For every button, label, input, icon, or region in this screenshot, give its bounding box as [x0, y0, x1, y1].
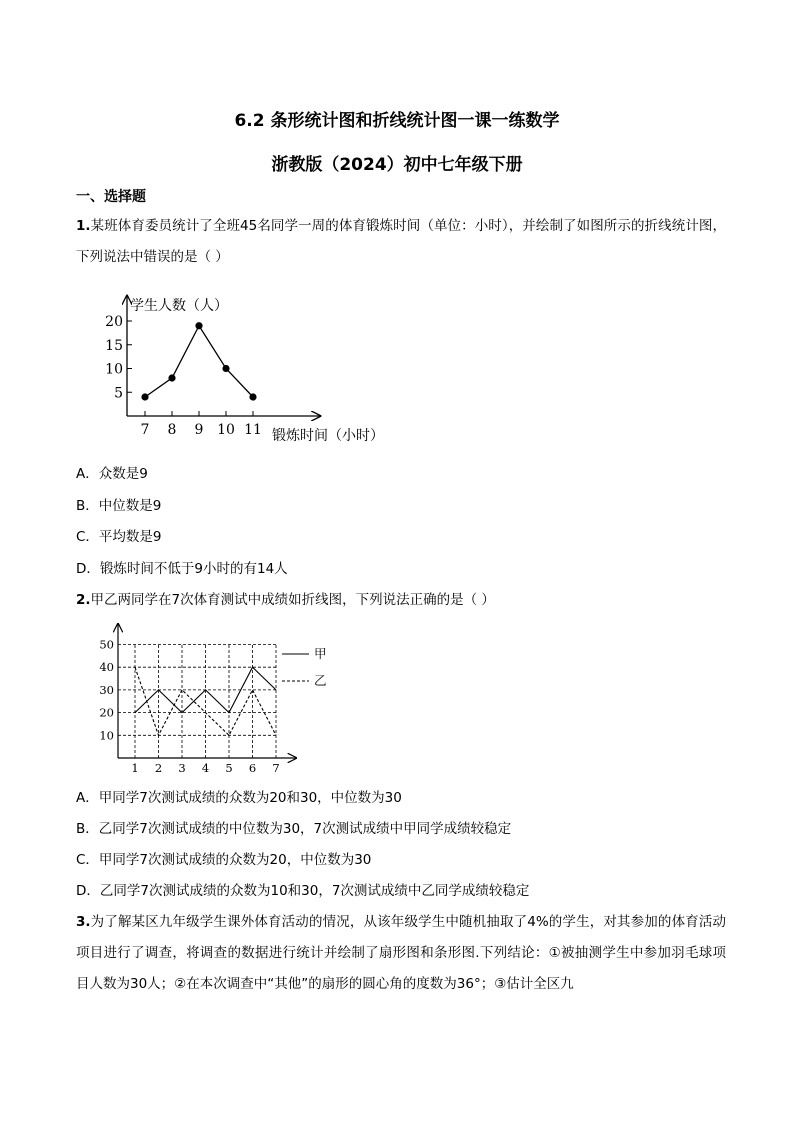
question-2	[76, 585, 726, 616]
page-title: 6.2 条形统计图和折线统计图一课一练数学	[234, 111, 560, 131]
section-heading: 一、选择题	[76, 189, 146, 205]
question-2-number: 2.	[76, 592, 91, 608]
x-tick-label: 6	[248, 761, 257, 775]
x-tick-label: 9	[194, 422, 204, 438]
q2-option-c: C．甲同学7次测试成绩的众数为20，中位数为30	[76, 852, 372, 868]
chart-2-test-scores	[92, 620, 342, 782]
y-tick-label: 20	[99, 705, 114, 720]
chart-1-x-label: 锻炼时间（小时）	[272, 428, 384, 444]
y-tick-label: 50	[99, 637, 114, 652]
x-tick-label: 1	[131, 761, 139, 775]
question-1-number: 1.	[76, 218, 91, 234]
legend-label-jia: 甲	[314, 646, 327, 661]
q1-option-a: A．众数是9	[76, 466, 148, 482]
question-3-text: 为了解某区九年级学生课外体育活动的情况，从该年级学生中随机抽取了4%的学生，对其参加的体育活动项目进行了调查，将调查的数据进行统计并绘制了扇形图和条形图.下列结论：①被抽测学生中参加羽毛球项目人数为30人；②在本次调查中“其他”的扇形的圆心角的度数为36°；③估计全区九	[76, 914, 726, 992]
chart-2-legend	[282, 646, 327, 688]
data-point	[249, 393, 256, 400]
x-tick-label: 7	[140, 422, 150, 438]
x-tick-label: 8	[167, 422, 177, 438]
q1-option-b: B．中位数是9	[76, 498, 162, 514]
chart-1-exercise-time	[100, 288, 430, 450]
q1-option-c: C．平均数是9	[76, 529, 162, 545]
q2-option-d: D．乙同学7次测试成绩的众数为10和30，7次测试成绩中乙同学成绩较稳定	[76, 883, 530, 899]
y-tick-label: 15	[105, 337, 123, 354]
question-3-number: 3.	[76, 914, 91, 930]
series-line	[145, 326, 253, 397]
y-tick-label: 10	[99, 728, 114, 743]
x-tick-label: 11	[244, 422, 262, 438]
page-subtitle: 浙教版（2024）初中七年级下册	[271, 155, 523, 175]
y-tick-label: 40	[99, 660, 114, 675]
y-tick-label: 30	[99, 682, 114, 697]
x-tick-label: 3	[178, 761, 186, 775]
q2-option-a: A．甲同学7次测试成绩的众数为20和30，中位数为30	[76, 790, 402, 806]
question-1	[76, 211, 726, 273]
data-point	[195, 322, 202, 329]
y-tick-label: 5	[114, 385, 123, 402]
x-tick-label: 10	[217, 422, 235, 438]
x-tick-label: 5	[225, 761, 233, 775]
question-3	[76, 907, 726, 1000]
chart-1-y-label: 学生人数（人）	[130, 298, 228, 314]
data-point	[141, 393, 148, 400]
x-tick-label: 2	[154, 761, 163, 775]
legend-label-yi: 乙	[314, 673, 327, 688]
question-1-text: 某班体育委员统计了全班45名同学一周的体育锻炼时间（单位：小时），并绘制了如图所示的折线统计图，下列说法中错误的是（ ）	[76, 218, 726, 265]
q1-option-d: D．锻炼时间不低于9小时的有14人	[76, 561, 288, 577]
x-tick-label: 7	[272, 761, 280, 775]
q2-option-b: B．乙同学7次测试成绩的中位数为30，7次测试成绩中甲同学成绩较稳定	[76, 821, 512, 837]
question-2-text: 甲乙两同学在7次体育测试中成绩如折线图，下列说法正确的是（ ）	[90, 592, 495, 608]
data-point	[222, 365, 229, 372]
y-tick-label: 10	[105, 361, 123, 378]
y-tick-label: 20	[105, 314, 123, 330]
data-point	[168, 374, 175, 381]
x-tick-label: 4	[201, 761, 210, 775]
